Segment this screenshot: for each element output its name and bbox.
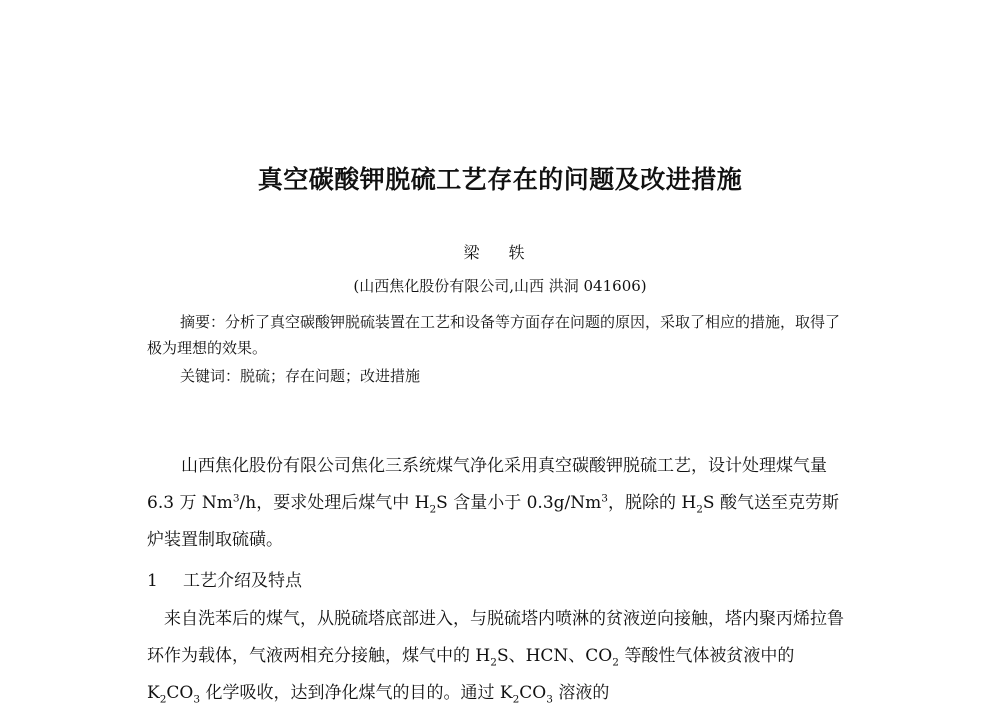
intro-text-5: S 酸气送至克劳斯炉装置制取硫磺。: [147, 493, 839, 550]
process-text-4: CO: [166, 683, 194, 703]
intro-sup-1: 3: [232, 492, 240, 505]
intro-paragraph: [147, 448, 847, 559]
process-paragraph: [147, 601, 847, 712]
paper-title: 真空碳酸钾脱硫工艺存在的问题及改进措施: [257, 165, 743, 194]
intro-text-4: ，脱除的 H: [607, 493, 697, 513]
section-heading: [147, 566, 847, 596]
section-title: 工艺介绍及特点: [183, 571, 302, 591]
author-name: 梁 轶: [463, 243, 537, 262]
process-text-1: 来自洗苯后的煤气，从脱硫塔底部进入，与脱硫塔内喷淋的贫液逆向接触，塔内聚丙烯拉鲁环作为载体，气液两相充分接触，煤气中的 H: [147, 609, 844, 666]
keywords: 关键词：脱硫；存在问题；改进措施: [180, 367, 421, 385]
process-text-6: CO: [519, 683, 547, 703]
intro-sub-1: 2: [429, 503, 437, 516]
process-sub-3: 2: [159, 693, 167, 706]
process-text-2: S、HCN、CO: [496, 646, 613, 666]
process-sub-4: 3: [193, 693, 201, 706]
section-number: 1: [147, 571, 158, 591]
process-text-7: 溶液的: [552, 683, 610, 703]
abstract: 摘要：分析了真空碳酸钾脱硫装置在工艺和设备等方面存在问题的原因，采取了相应的措施，取得了极为理想的效果。: [147, 313, 841, 357]
intro-text-3: S 含量小于 0.3g/Nm: [436, 493, 602, 513]
intro-sup-2: 3: [601, 492, 608, 505]
process-sub-6: 3: [546, 693, 553, 706]
process-sub-1: 2: [490, 656, 497, 669]
process-text-3: 等酸性气体被贫液中的 K: [147, 646, 795, 703]
intro-text-2: /h，要求处理后煤气中 H: [239, 493, 430, 513]
process-sub-5: 2: [512, 693, 520, 706]
process-text-5: 化学吸收，达到净化煤气的目的。通过 K: [200, 683, 513, 703]
intro-sub-2: 2: [696, 503, 703, 516]
intro-text-1: 山西焦化股份有限公司焦化三系统煤气净化采用真空碳酸钾脱硫工艺，设计处理煤气量 6.3 万 Nm: [147, 456, 827, 513]
process-sub-2: 2: [612, 656, 619, 669]
author-affiliation: (山西焦化股份有限公司,山西 洪洞 041606): [353, 277, 647, 295]
